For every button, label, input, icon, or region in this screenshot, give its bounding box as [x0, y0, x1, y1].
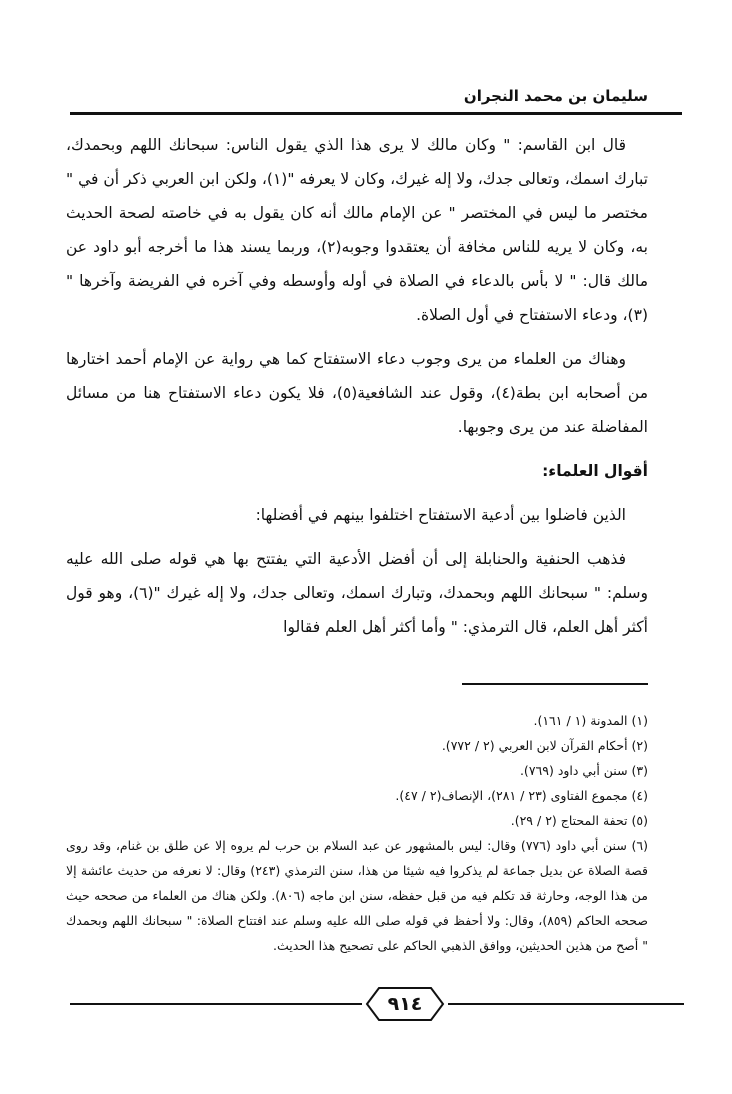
footnote-1: (١) المدونة (١ / ١٦١).: [533, 713, 648, 728]
paragraph-1: قال ابن القاسم: " وكان مالك لا يرى هذا الذي يقول الناس: سبحانك اللهم وبحمدك، تبارك اسمك، وتعالى جدك، ولا إله غيرك، وكان لا يعرفه "(١)، ولكن ابن العربي ذكر أن في " مختصر ما ليس في المختصر " عن الإمام مالك أنه كان يقول به في خاصته لصحة الحديث به، وكان لا يريه للناس مخافة أن يعتقدوا وجوبه(٢)، وربما يسند هذا ما أخرجه أبو داود عن مالك قال: " لا بأس بالدعاء في الصلاة في أوله وأوسطه وفي آخره في الفريضة وآخرها "(٣)، ودعاء الاستفتاح في أول الصلاة.: [66, 136, 648, 324]
footnote-6: (٦) سنن أبي داود (٧٧٦) وقال: ليس بالمشهور عن عبد السلام بن حرب لم يروه إلا عن طلق بن غنام، وقد روى قصة الصلاة عن بديل جماعة لم يذكروا فيه شيئا من هذا، سنن الترمذي (٢٤٣) وقال: لا نعرفه من حديث عائشة إلا من هذا الوجه، وحارثة قد تكلم فيه من قبل حفظه، سنن ابن ماجه (٨٠٦). ولكن هناك من العلماء من صححه حيث صححه الحاكم (٨٥٩)، وقال: ولا أحفظ في قوله صلى الله عليه وسلم عند افتتاح الصلاة: " سبحانك اللهم وبحمدك " أصح من هذين الحديثين، ووافق الذهبي الحاكم على تصحيح هذا الحديث.: [66, 838, 648, 953]
paragraph-2: وهناك من العلماء من يرى وجوب دعاء الاستفتاح كما هي رواية عن الإمام أحمد اختارها من أصحابه ابن بطة(٤)، وقول عند الشافعية(٥)، فلا يكون دعاء الاستفتاح هنا من مسائل المفاضلة عند من يرى وجوبها.: [66, 350, 648, 436]
section-heading: أقوال العلماء:: [542, 462, 648, 480]
running-header-author: سليمان بن محمد النجران: [463, 87, 648, 105]
footnote-4: (٤) مجموع الفتاوى (٢٣ / ٢٨١)، الإنصاف(٢ / ٤٧).: [395, 788, 648, 803]
footer-rule-right: [448, 1003, 684, 1005]
footnote-2: (٢) أحكام القرآن لابن العربي (٢ / ٧٧٢).: [441, 738, 648, 753]
footer-rule-left: [70, 1003, 362, 1005]
paragraph-4: فذهب الحنفية والحنابلة إلى أن أفضل الأدعية التي يفتتح بها هي قوله صلى الله عليه وسلم: " سبحانك اللهم وبحمدك، وتبارك اسمك، وتعالى جدك، ولا إله غيرك "(٦)، وهو قول أكثر أهل العلم، قال الترمذي: " وأما أكثر أهل العلم فقالوا: [66, 550, 648, 636]
footnote-3: (٣) سنن أبي داود (٧٦٩).: [519, 763, 648, 778]
page-number: ٩١٤: [387, 993, 423, 1015]
footnotes: [66, 708, 648, 958]
footnote-separator: [462, 683, 648, 685]
footnote-5: (٥) تحفة المحتاج (٢ / ٢٩).: [510, 813, 648, 828]
header-rule: [70, 112, 682, 115]
main-text: [66, 128, 648, 654]
paragraph-3: الذين فاضلوا بين أدعية الاستفتاح اختلفوا بينهم في أفضلها:: [255, 506, 626, 524]
